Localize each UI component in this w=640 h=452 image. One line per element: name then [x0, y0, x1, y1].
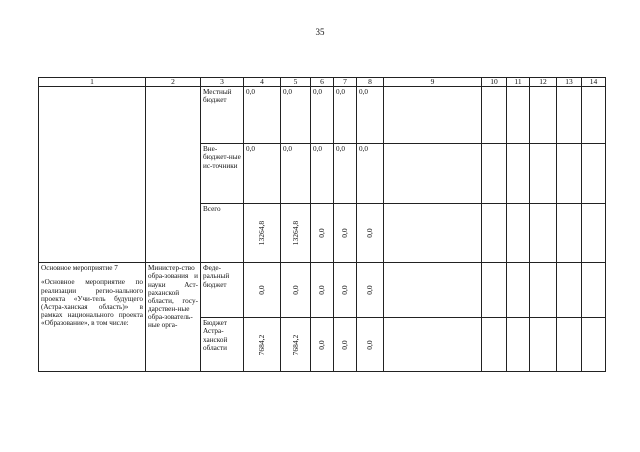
column-number: 6: [311, 78, 334, 87]
funding-source-label: Всего: [201, 204, 244, 263]
value-text: 7684,2: [290, 334, 300, 356]
value-text: 7684,2: [256, 334, 266, 356]
value-cell: [311, 318, 334, 372]
cell-empty: [530, 144, 557, 204]
value-cell: [357, 263, 384, 318]
cell-empty: [507, 263, 530, 318]
cell-empty: [482, 204, 507, 263]
column-numbers-row: [39, 78, 606, 87]
value-cell: [334, 204, 357, 263]
cell-empty: [507, 204, 530, 263]
cell-empty: [482, 144, 507, 204]
executor-cell: Министер-ство обра-зования и науки Аст-раханской области, госу-дарствен-ные обра-зователь-ные орга-: [146, 263, 201, 372]
column-number: 12: [530, 78, 557, 87]
column-number: 7: [334, 78, 357, 87]
value-text: 0,0: [339, 228, 349, 239]
funding-source-label: Бюджет Астра-ханской области: [201, 318, 244, 372]
column-number: 9: [384, 78, 482, 87]
cell-empty: [482, 87, 507, 144]
funding-source-label: Вне-бюджет-ные ис-точники: [201, 144, 244, 204]
column-number: 14: [582, 78, 606, 87]
value-text: 0,0: [364, 340, 374, 350]
value-cell: 0,0: [357, 87, 384, 144]
cell-empty: [530, 204, 557, 263]
value-cell: [334, 263, 357, 318]
funding-source-label: Местный бюджет: [201, 87, 244, 144]
cell-empty: [146, 87, 201, 263]
cell-empty: [482, 263, 507, 318]
value-cell: [281, 204, 311, 263]
cell-empty: [507, 87, 530, 144]
value-text: 13264,8: [256, 221, 266, 246]
cell-empty: [530, 263, 557, 318]
cell-empty: [384, 87, 482, 144]
value-cell: [244, 204, 281, 263]
cell-empty: [39, 87, 146, 263]
value-cell: [357, 204, 384, 263]
value-cell: 0,0: [311, 87, 334, 144]
funding-source-label: Феде-ральный бюджет: [201, 263, 244, 318]
value-cell: 0,0: [334, 87, 357, 144]
column-number: 1: [39, 78, 146, 87]
event-title: Основное мероприятие 7: [41, 264, 118, 273]
cell-empty: [507, 318, 530, 372]
value-text: 0,0: [364, 285, 374, 296]
cell-empty: [582, 87, 606, 144]
cell-empty: [557, 204, 582, 263]
page-number: 35: [315, 27, 325, 37]
value-cell: [281, 263, 311, 318]
value-cell: [311, 204, 334, 263]
value-cell: 0,0: [244, 87, 281, 144]
cell-empty: [582, 204, 606, 263]
column-number: 8: [357, 78, 384, 87]
value-text: 0,0: [316, 228, 326, 239]
cell-empty: [582, 318, 606, 372]
value-text: 13264,8: [290, 221, 300, 246]
value-cell: 0,0: [244, 144, 281, 204]
value-text: 0,0: [256, 285, 266, 296]
cell-empty: [530, 87, 557, 144]
event-description: «Основное мероприятие по реализации регио-нального проекта «Учи-тель будущего (Астра-ханская область)» в рамках национального проекта «Образование», в том числе:: [41, 278, 143, 327]
value-cell: [357, 318, 384, 372]
cell-empty: [582, 263, 606, 318]
cell-empty: [582, 144, 606, 204]
cell-empty: [482, 318, 507, 372]
value-cell: 0,0: [281, 144, 311, 204]
table-row: [39, 263, 606, 318]
column-number: 5: [281, 78, 311, 87]
cell-empty: [384, 318, 482, 372]
value-cell: 0,0: [357, 144, 384, 204]
budget-table: [38, 77, 606, 372]
value-cell: [244, 318, 281, 372]
value-cell: [244, 263, 281, 318]
column-number: 2: [146, 78, 201, 87]
value-text: 0,0: [339, 285, 349, 296]
cell-empty: [530, 318, 557, 372]
value-cell: [281, 318, 311, 372]
cell-empty: [507, 144, 530, 204]
value-text: 0,0: [316, 340, 326, 350]
event-cell: [39, 263, 146, 372]
value-cell: [311, 263, 334, 318]
value-text: 0,0: [364, 228, 374, 239]
column-number: 3: [201, 78, 244, 87]
cell-empty: [557, 87, 582, 144]
cell-empty: [557, 263, 582, 318]
cell-empty: [384, 204, 482, 263]
cell-empty: [557, 144, 582, 204]
cell-empty: [384, 144, 482, 204]
column-number: 4: [244, 78, 281, 87]
value-text: 0,0: [290, 285, 300, 296]
column-number: 13: [557, 78, 582, 87]
value-text: 0,0: [316, 285, 326, 296]
value-text: 0,0: [339, 340, 349, 350]
value-cell: 0,0: [281, 87, 311, 144]
cell-empty: [384, 263, 482, 318]
column-number: 11: [507, 78, 530, 87]
table-row: [39, 87, 606, 144]
column-number: 10: [482, 78, 507, 87]
value-cell: [334, 318, 357, 372]
value-cell: 0,0: [311, 144, 334, 204]
cell-empty: [557, 318, 582, 372]
value-cell: 0,0: [334, 144, 357, 204]
